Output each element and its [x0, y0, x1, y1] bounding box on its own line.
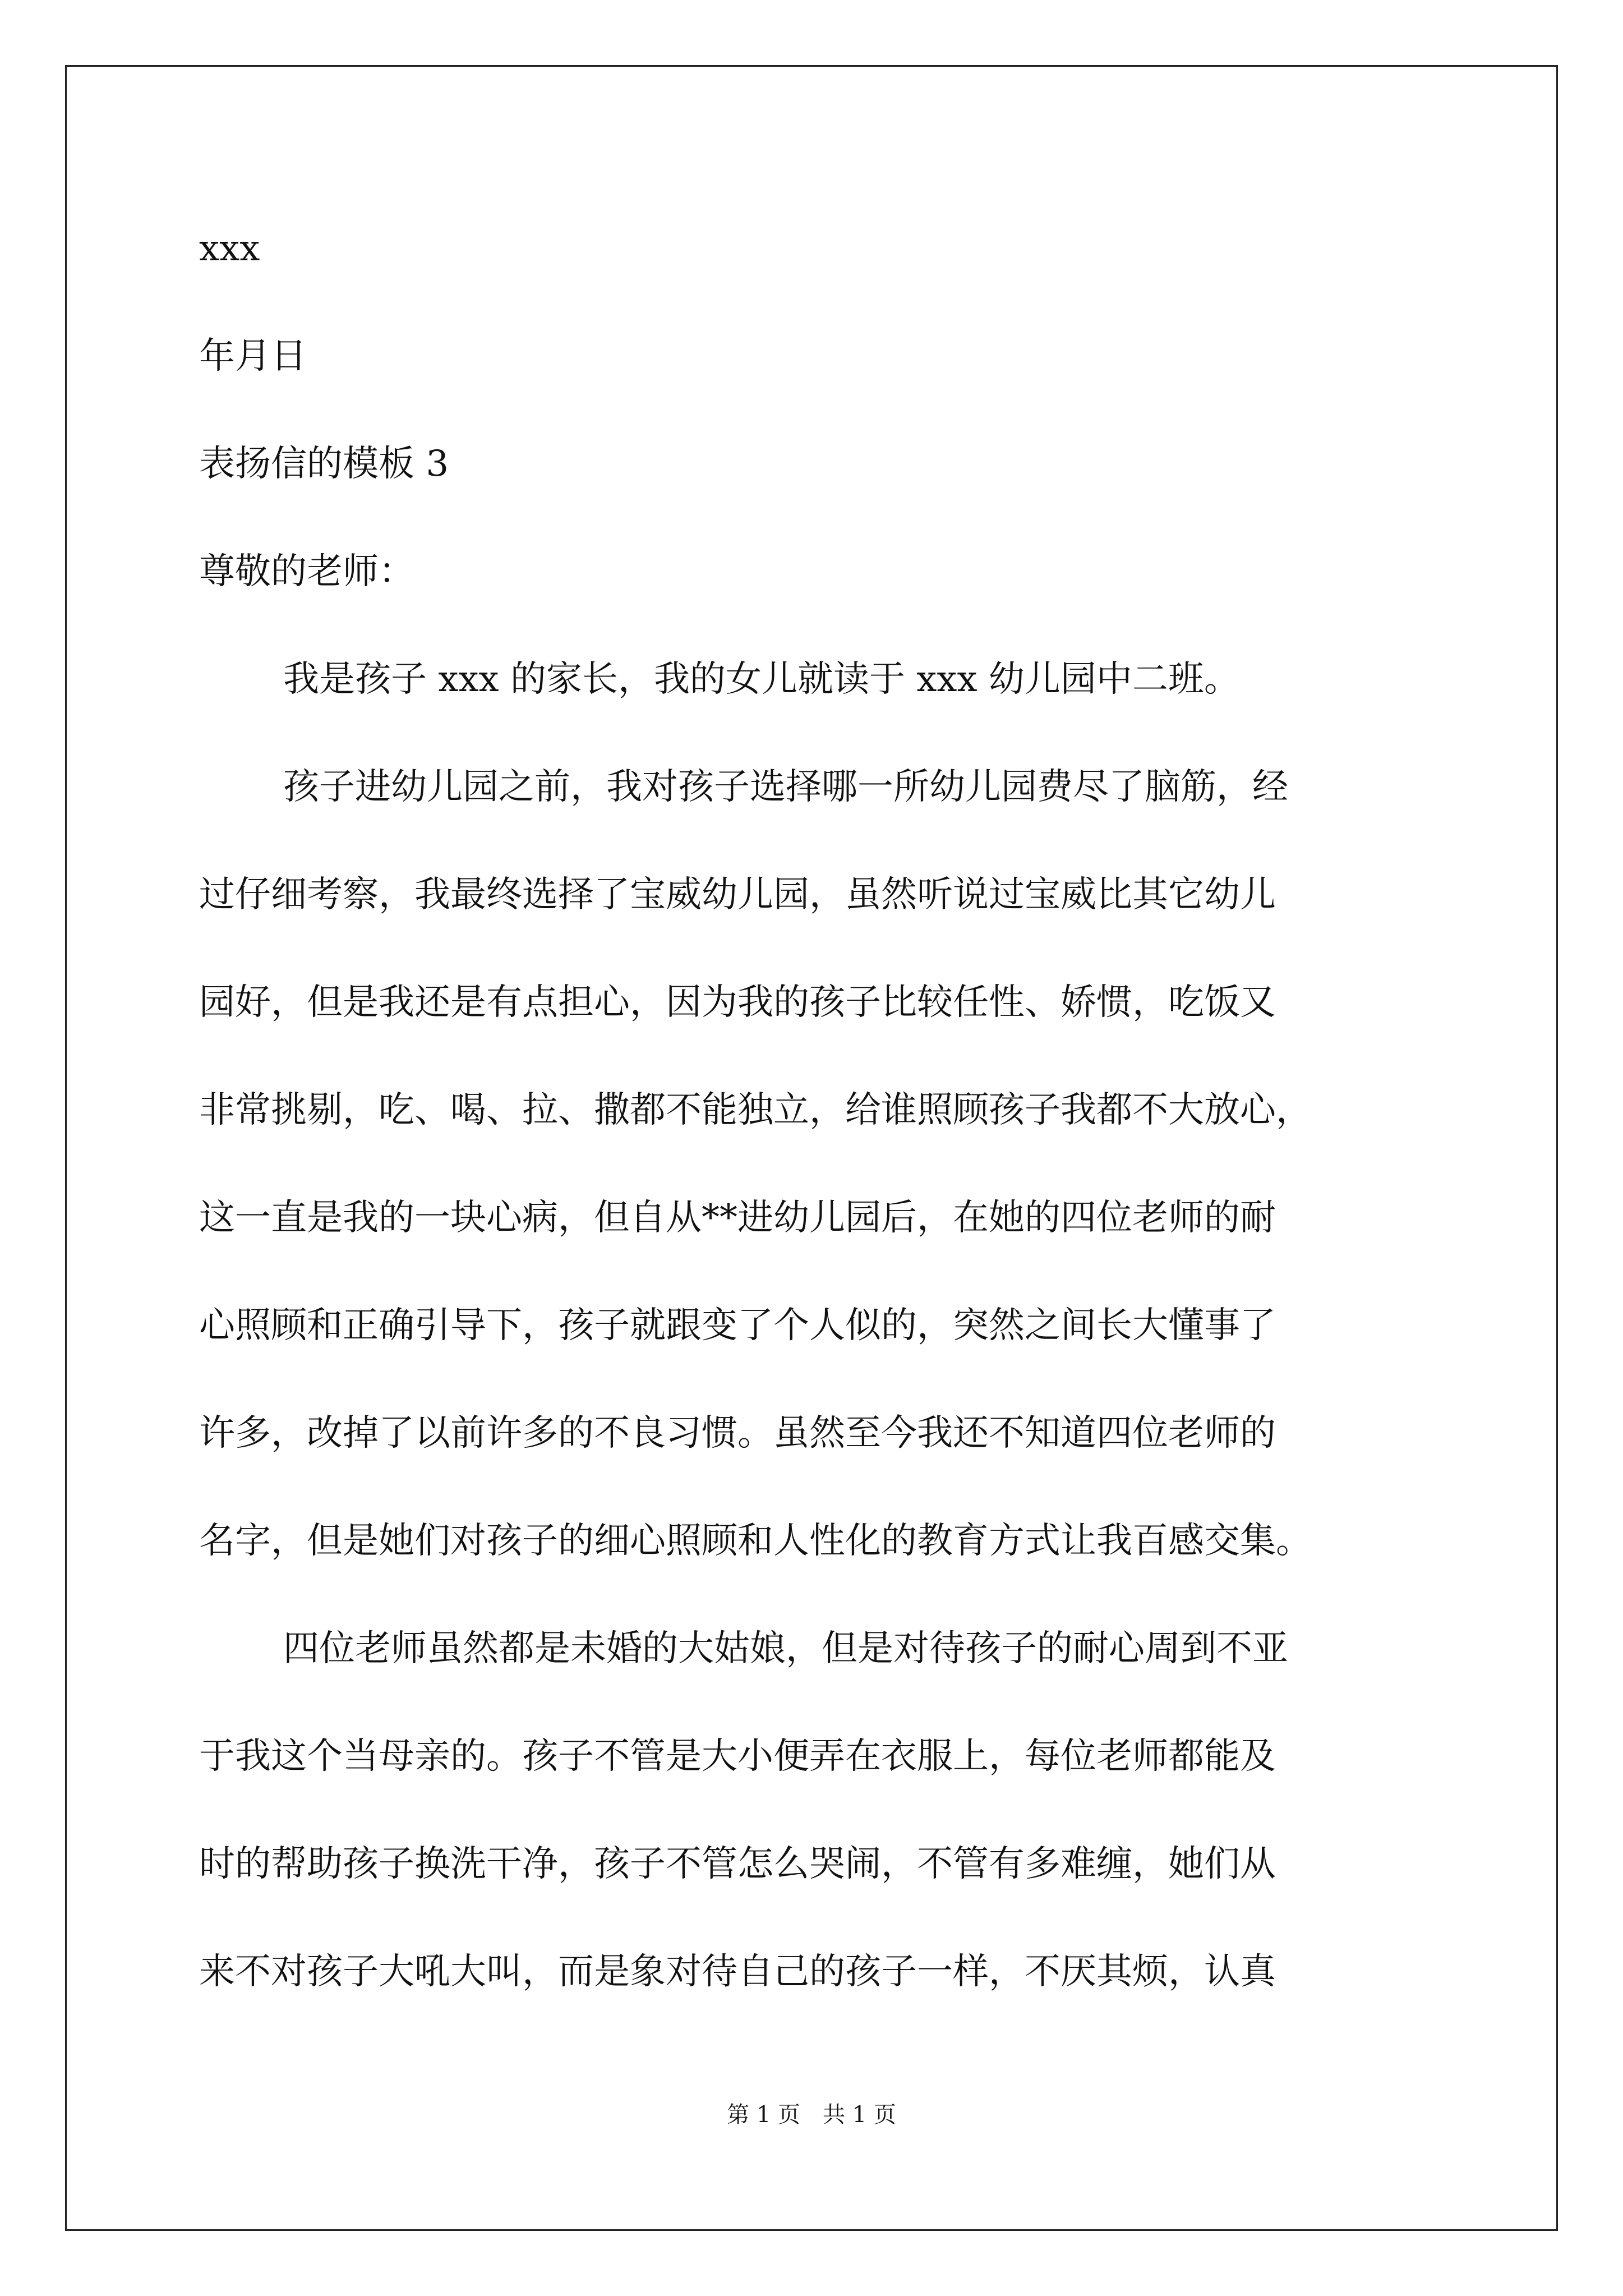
- page-number: 第 1 页 共 1 页: [727, 2102, 896, 2128]
- paragraph-line: 许多，改掉了以前许多的不良习惯。虽然至今我还不知道四位老师的: [199, 1412, 1276, 1454]
- paragraph-line: 来不对孩子大吼大叫，而是象对待自己的孩子一样，不厌其烦，认真: [199, 1951, 1276, 1993]
- paragraph-line: 这一直是我的一块心病，但自从**进幼儿园后，在她的四位老师的耐: [199, 1197, 1276, 1239]
- paragraph-line: 园好，但是我还是有点担心，因为我的孩子比较任性、娇惯，吃饭又: [199, 982, 1276, 1023]
- paragraph-line: 时的帮助孩子换洗干净，孩子不管怎么哭闹，不管有多难缠，她们从: [199, 1843, 1276, 1885]
- paragraph-line: 非常挑剔，吃、喝、拉、撒都不能独立，给谁照顾孩子我都不大放心，: [199, 1089, 1312, 1131]
- paragraph-line: 我是孩子 xxx 的家长，我的女儿就读于 xxx 幼儿园中二班。: [283, 659, 1240, 700]
- document-body: [199, 222, 1433, 2026]
- paragraph-line: 名字，但是她们对孩子的细心照顾和人性化的教育方式让我百感交集。: [199, 1520, 1312, 1562]
- paragraph-line: 心照顾和正确引导下，孩子就跟变了个人似的，突然之间长大懂事了: [199, 1305, 1276, 1346]
- paragraph-2: [199, 733, 1433, 1595]
- paragraph-line: 于我这个当母亲的。孩子不管是大小便弄在衣服上，每位老师都能及: [199, 1736, 1276, 1777]
- paragraph-line: 过仔细考察，我最终选择了宝威幼儿园，虽然听说过宝威比其它幼儿: [199, 874, 1276, 915]
- salutation: 尊敬的老师：: [199, 551, 414, 592]
- paragraph-line: 孩子进幼儿园之前，我对孩子选择哪一所幼儿园费尽了脑筋，经: [283, 766, 1288, 808]
- page-footer: [0, 2098, 1623, 2132]
- letter-header: [199, 222, 1433, 599]
- paragraph-3: [199, 1595, 1433, 2026]
- document-title: 表扬信的模板 3: [199, 443, 449, 485]
- paragraph-line: 四位老师虽然都是未婚的大姑娘，但是对待孩子的耐心周到不亚: [283, 1628, 1288, 1669]
- paragraph-1: [199, 625, 1433, 733]
- letter-date: 年月日: [199, 335, 307, 377]
- sender-name: xxx: [199, 228, 260, 269]
